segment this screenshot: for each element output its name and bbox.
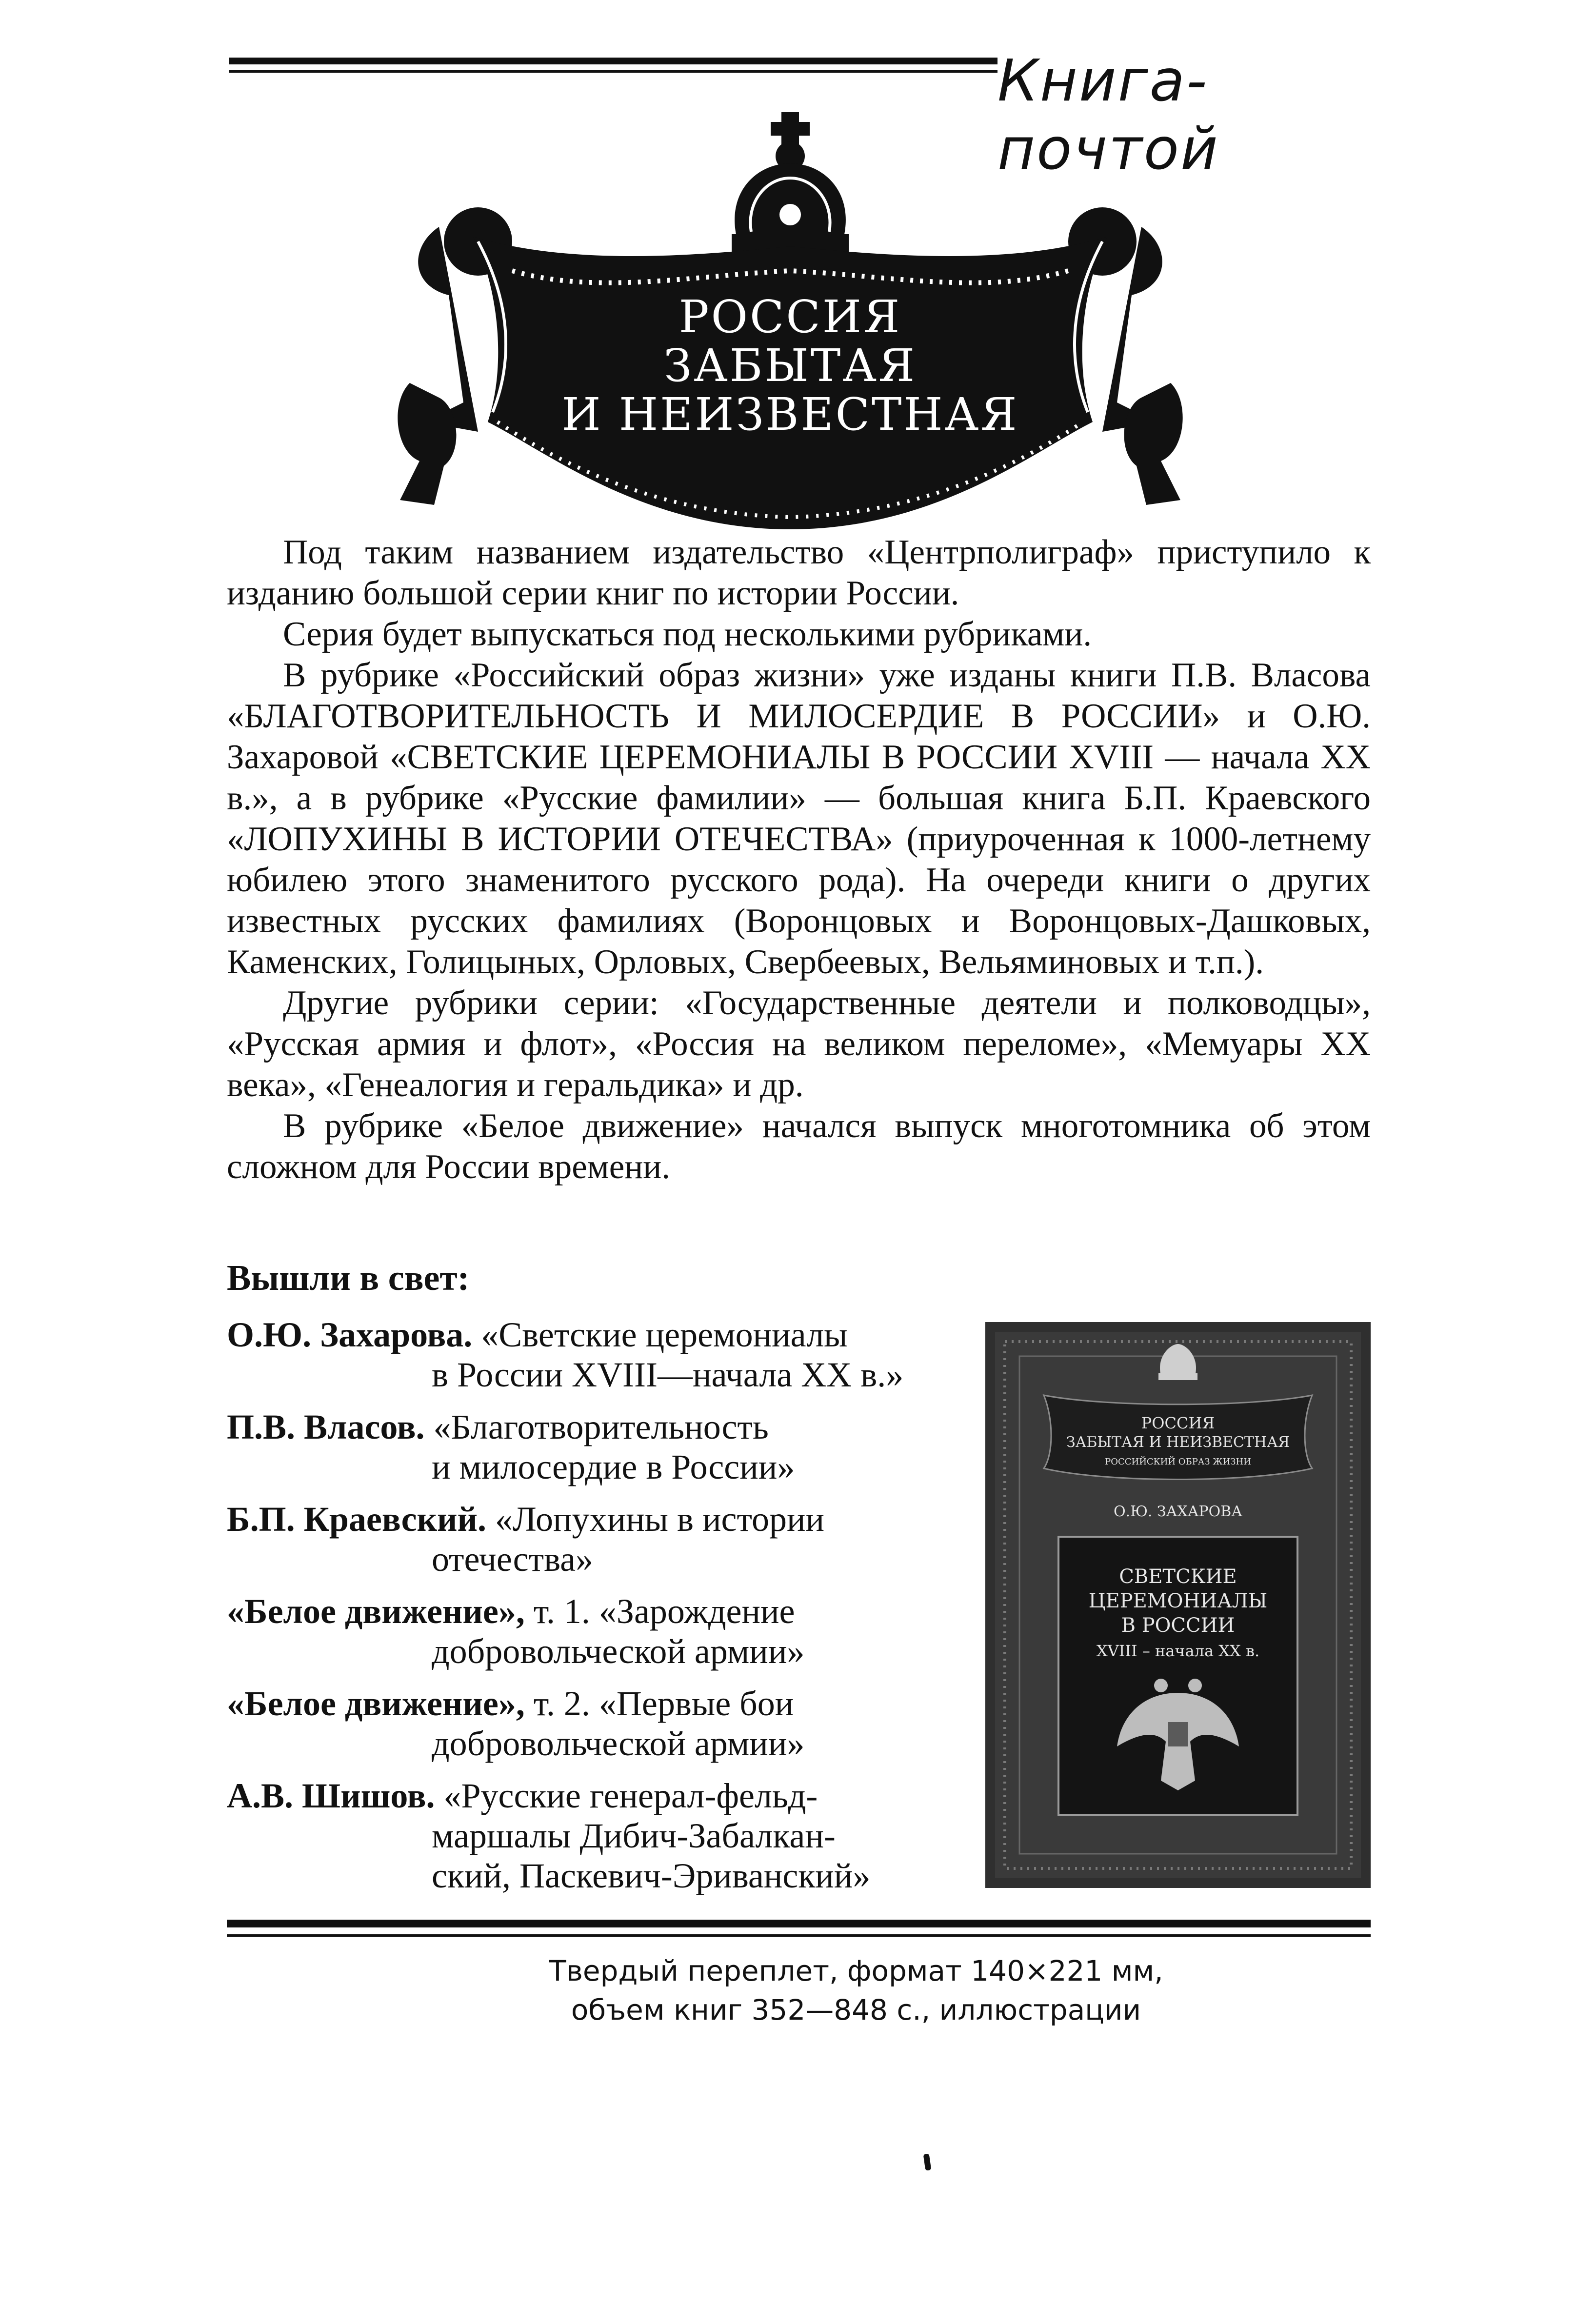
book-author: «Белое движение»,: [227, 1592, 525, 1631]
cover-rubric: РОССИЙСКИЙ ОБРАЗ ЖИЗНИ: [1105, 1457, 1251, 1467]
book-title: «Благотворительность: [424, 1407, 769, 1446]
book-title-cont: маршалы Дибич-Забалкан-: [432, 1816, 836, 1855]
book-cover-image: [985, 1322, 1371, 1888]
emblem-line-3: И НЕИЗВЕСТНАЯ: [561, 388, 1019, 441]
cover-author: О.Ю. ЗАХАРОВА: [1113, 1503, 1243, 1520]
emblem-caption: [512, 293, 1068, 439]
emblem-line-2: ЗАБЫТАЯ: [663, 340, 917, 392]
footer-specs: [341, 1951, 1371, 2029]
book-item: [227, 1776, 968, 1896]
header-rule-thick: [229, 58, 998, 64]
footer-rule-thin: [227, 1934, 1371, 1937]
book-item: [227, 1591, 968, 1671]
book-title-cont: ский, Паскевич-Эриванский»: [432, 1856, 871, 1895]
crown-icon: [732, 112, 849, 254]
book-item: [227, 1684, 968, 1764]
footer-line-2: объем книг 352—848 с., иллюстрации: [571, 1993, 1141, 2026]
book-title-cont: в России XVIII—начала XX в.»: [432, 1355, 904, 1394]
book-item: [227, 1499, 968, 1579]
book-title-cont: добровольческой армии»: [432, 1632, 805, 1671]
book-title: «Светские церемониалы: [472, 1315, 848, 1354]
book-title-cont: отечества»: [432, 1540, 594, 1579]
book-author: А.В. Шишов.: [227, 1776, 435, 1815]
header-rule-thin: [229, 70, 998, 73]
cover-title-1: СВЕТСКИЕ: [1119, 1565, 1237, 1588]
body-paragraph: Серия будет выпускаться под несколькими рубриками.: [283, 615, 1092, 653]
body-paragraph: Другие рубрики серии: «Государственные деятели и полководцы», «Русская армия и флот», «Россия на великом переломе», «Мемуары XX века», «Генеалогия и геральдика» и др.: [227, 984, 1371, 1104]
book-title: т. 2. «Первые бои: [524, 1684, 794, 1723]
published-heading: Вышли в свет:: [227, 1258, 470, 1298]
book-title-cont: и милосердие в России»: [432, 1447, 795, 1486]
footer-rule-thick: [227, 1920, 1371, 1927]
book-item: [227, 1315, 968, 1395]
book-title: «Лопухины в истории: [486, 1500, 825, 1539]
book-list: [227, 1315, 968, 1908]
cover-title-4: XVIII – начала XX в.: [1096, 1642, 1260, 1660]
book-title-cont: добровольческой армии»: [432, 1724, 805, 1763]
cover-title-2: ЦЕРЕМОНИАЛЫ: [1088, 1590, 1268, 1612]
footer-line-1: Твердый переплет, формат 140×221 мм,: [549, 1954, 1163, 1987]
body-paragraph: В рубрике «Белое движение» начался выпуск многотомника об этом сложном для России времени.: [227, 1107, 1371, 1186]
cover-series-2: ЗАБЫТАЯ И НЕИЗВЕСТНАЯ: [1066, 1434, 1290, 1451]
book-title: т. 1. «Зарождение: [524, 1592, 795, 1631]
book-author: «Белое движение»,: [227, 1684, 525, 1723]
book-author: Б.П. Краевский.: [227, 1500, 486, 1539]
print-speck: [923, 2153, 932, 2170]
cover-series-1: РОССИЯ: [1141, 1414, 1215, 1432]
body-text: [227, 532, 1371, 1187]
book-item: [227, 1407, 968, 1487]
body-paragraph: Под таким названием издательство «Центрполиграф» приступило к изданию большой серии книг по истории России.: [227, 533, 1371, 612]
body-paragraph: В рубрике «Российский образ жизни» уже изданы книги П.В. Власова «БЛАГОТВОРИТЕЛЬНОСТЬ И МИЛОСЕРДИЕ В РОССИИ» и О.Ю. Захаровой «СВЕТСКИЕ ЦЕРЕМОНИАЛЫ В РОССИИ XVIII — начала XX в.», а в рубрике «Русские фамилии» — большая книга Б.П. Краевского «ЛОПУХИНЫ В ИСТОРИИ ОТЕЧЕСТВА» (приуроченная к 1000-летнему юбилею этого знаменитого русского рода). На очереди книги о других известных русских фамилиях (Воронцовых и Воронцовых-Дашковых, Каменских, Голицыных, Орловых, Свербеевых, Вельяминовых и т.п.).: [227, 656, 1371, 981]
section-title: Книга-почтой: [998, 47, 1219, 182]
book-author: П.В. Власов.: [227, 1407, 425, 1446]
emblem-line-1: РОССИЯ: [678, 291, 902, 343]
cover-title-3: В РОССИИ: [1121, 1614, 1235, 1637]
book-author: О.Ю. Захарова.: [227, 1315, 473, 1354]
book-title: «Русские генерал-фельд-: [435, 1776, 818, 1815]
